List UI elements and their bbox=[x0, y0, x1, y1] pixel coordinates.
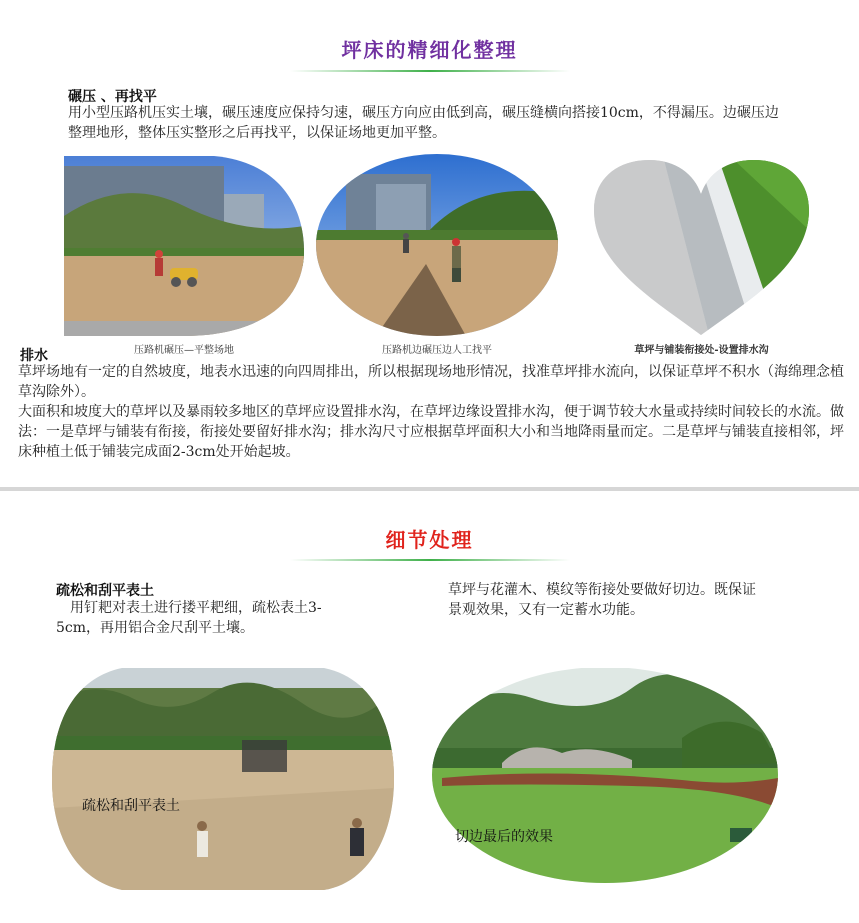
photo-drainage-caption: 草坪与铺装衔接处-设置排水沟 bbox=[634, 345, 769, 356]
section-divider bbox=[0, 487, 859, 491]
photo-loosen-overlay: 疏松和刮平表土 bbox=[82, 798, 180, 814]
photo-roller-caption: 压路机碾压—平整场地 bbox=[134, 345, 234, 356]
section1-title-underline bbox=[290, 70, 570, 72]
photo-roller-compaction bbox=[64, 156, 304, 336]
section1-title: 坪床的精细化整理 bbox=[341, 38, 518, 62]
loosen-text: 用钉耙对表土进行搂平耙细，疏松表土3-5cm，再用铝合金尺刮平土壤。 bbox=[56, 600, 322, 636]
photo-drainage-ditch bbox=[594, 160, 809, 335]
photo-manual-leveling bbox=[316, 154, 558, 336]
section2-title: 细节处理 bbox=[385, 528, 474, 552]
photo-manual-leveling-caption: 压路机边碾压边人工找平 bbox=[382, 345, 492, 356]
compaction-text: 用小型压路机压实土壤，碾压速度应保持匀速，碾压方向应由低到高，碾压缝横向搭接10cm，不得漏压。边碾压边整理地形，整体压实整形之后再找平，以保证场地更加平整。 bbox=[68, 105, 779, 141]
photo-loosen-soil bbox=[52, 668, 394, 890]
drainage-text-2: 大面积和坡度大的草坪以及暴雨较多地区的草坪应设置排水沟，在草坪边缘设置排水沟，便于调节较大水量或持续时间较长的水流。做法：一是草坪与铺装有衔接，衔接处要留好排水沟；排水沟尺寸应根据草坪面积大小和当地降雨量而定。二是草坪与铺装直接相邻，坪床种植土低于铺装完成面2-3cm处开始起坡。 bbox=[18, 404, 844, 460]
drainage-heading: 排水 bbox=[20, 348, 48, 364]
drainage-text-1: 草坪场地有一定的自然坡度，地表水迅速的向四周排出，所以根据现场地形情况，找准草坪排水流向，以保证草坪不积水（海绵理念植草沟除外）。 bbox=[18, 364, 844, 400]
compaction-heading: 碾压 、再找平 bbox=[68, 89, 157, 105]
photo-edging-effect bbox=[432, 668, 778, 883]
loosen-heading: 疏松和刮平表土 bbox=[56, 583, 154, 599]
section2-title-underline bbox=[290, 559, 570, 561]
photo-edging-overlay: 切边最后的效果 bbox=[455, 829, 553, 845]
edging-text: 草坪与花灌木、模纹等衔接处要做好切边。既保证景观效果，又有一定蓄水功能。 bbox=[448, 582, 756, 618]
